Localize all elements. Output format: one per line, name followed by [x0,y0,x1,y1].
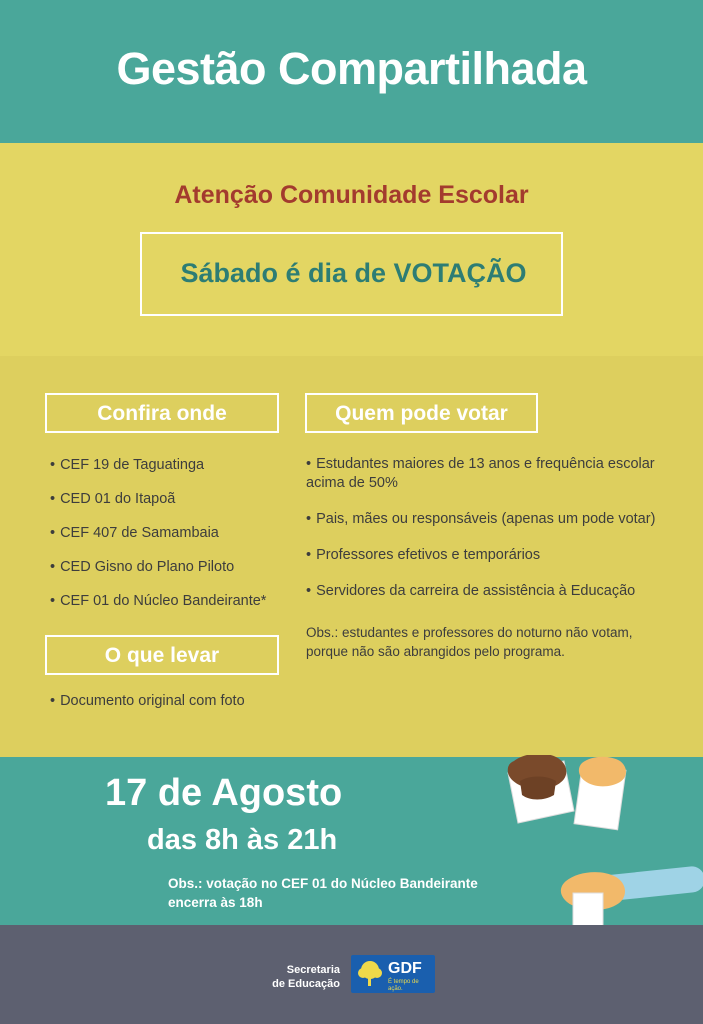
list-item [50,526,295,541]
vote-highlight-text: Sábado é dia de VOTAÇÃO [180,258,527,288]
list-who [306,455,686,618]
list-item [306,510,686,529]
list-item [50,694,350,709]
list-item-label: CED Gisno do Plano Piloto [60,559,235,575]
event-time: das 8h às 21h [147,824,338,856]
secretaria-line-1: Secretaria [286,964,340,976]
bullet-icon: • [50,593,56,609]
list-item-label: CEF 407 de Samambaia [60,525,219,541]
observation-date: Obs.: votação no CEF 01 do Núcleo Bandeirante encerra às 18h [168,876,478,910]
list-item-label: Documento original com foto [60,693,245,709]
list-item [306,546,686,565]
list-item [306,455,686,493]
bullet-icon: • [306,456,312,472]
bullet-icon: • [50,457,56,473]
observation-who: Obs.: estudantes e professores do noturno não votam, porque não são abrangidos pelo programa. [306,625,633,659]
list-item [306,582,686,601]
list-item-label: Professores efetivos e temporários [316,547,541,563]
vote-highlight-box [140,232,563,316]
list-bring [50,694,350,728]
list-item [50,594,295,609]
list-item [50,492,295,507]
list-item [50,560,295,575]
list-item-label: CEF 01 do Núcleo Bandeirante* [60,593,267,609]
list-item-label: Pais, mães ou responsáveis (apenas um pode votar) [316,511,656,527]
list-item-label: Servidores da carreira de assistência à Educação [316,583,636,599]
gdf-tagline: É tempo de ação. [388,979,419,992]
list-item-label: CEF 19 de Taguatinga [60,457,205,473]
section-heading-bring: O que levar [45,635,279,675]
gdf-logo [351,955,435,993]
section-heading-who: Quem pode votar [305,393,538,433]
list-item [50,458,295,473]
page-title: Gestão Compartilhada [116,43,587,94]
bullet-icon: • [306,583,312,599]
bullet-icon: • [50,559,56,575]
secretaria-logo [268,963,340,991]
bullet-icon: • [306,547,312,563]
gdf-name: GDF [388,960,422,977]
bullet-icon: • [50,491,56,507]
tree-icon [355,959,385,989]
attention-title: Atenção Comunidade Escolar [174,181,529,209]
list-where [50,458,295,628]
list-item-label: Estudantes maiores de 13 anos e frequência escolar acima de 50% [306,456,655,491]
secretaria-line-2: de Educação [272,978,340,990]
list-item-label: CED 01 do Itapoã [60,491,176,507]
bullet-icon: • [50,525,56,541]
event-date: 17 de Agosto [105,772,343,814]
bullet-icon: • [306,511,312,527]
section-heading-where: Confira onde [45,393,279,433]
bullet-icon: • [50,693,56,709]
